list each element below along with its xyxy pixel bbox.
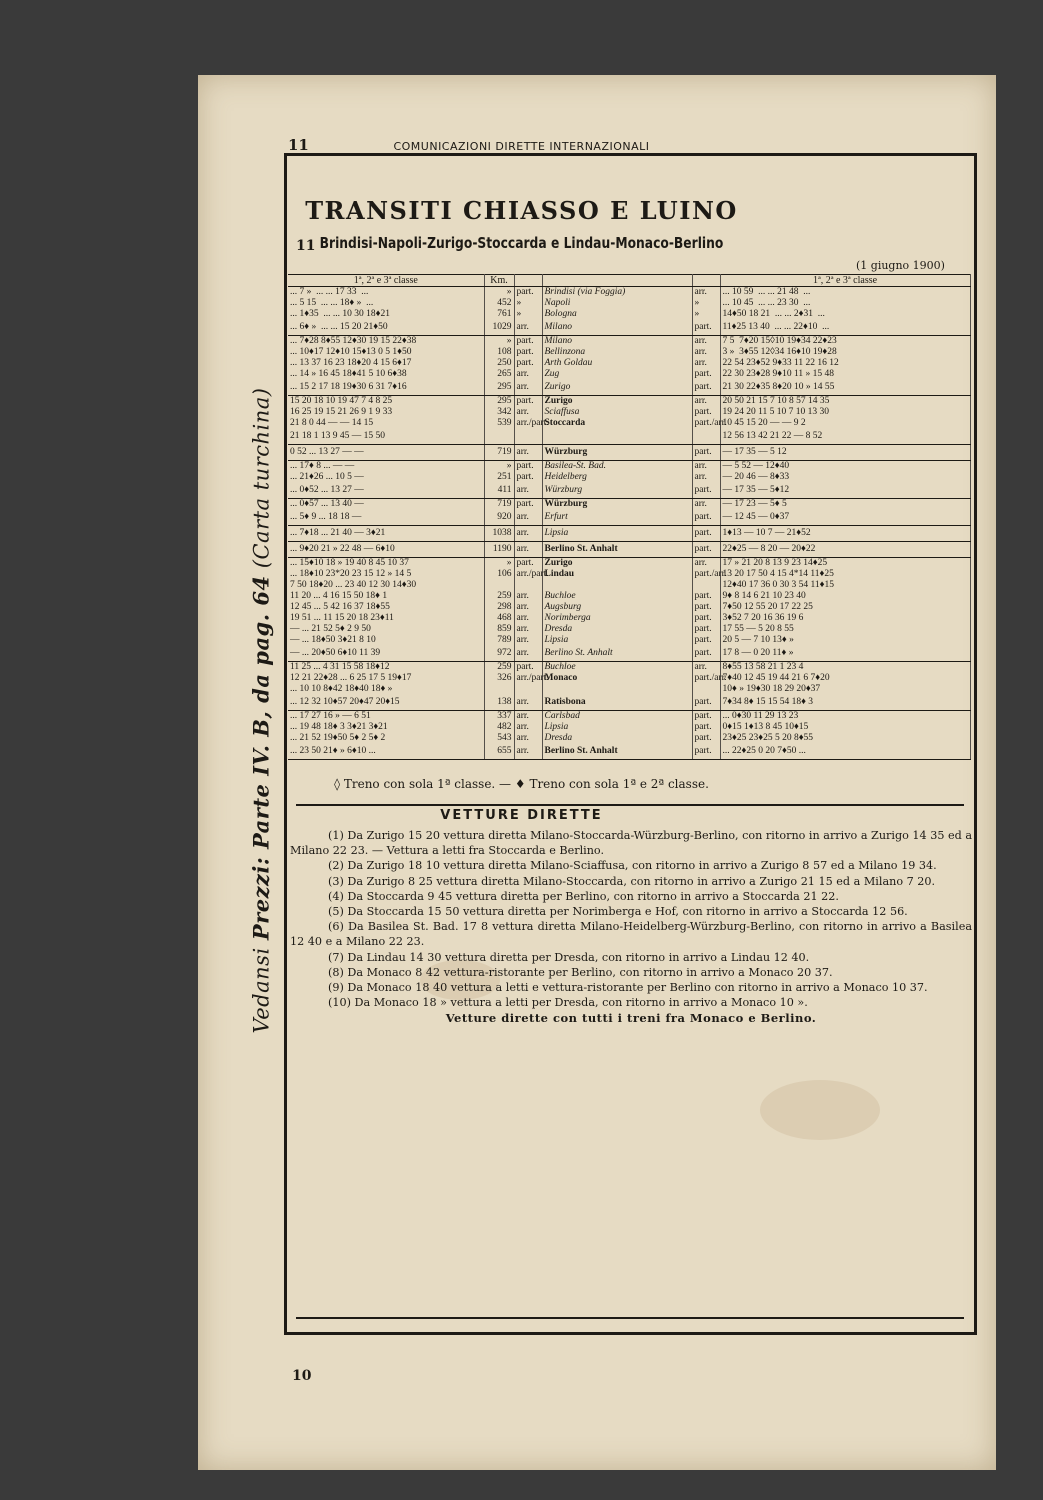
notes <box>290 828 972 1027</box>
row-right-times: 17 8 — 0 20 11♦ » <box>720 646 970 662</box>
note-item: (8) Da Monaco 8 42 vettura-ristorante per Berlino, con ritorno in arrivo a Monaco 20 37. <box>328 965 833 979</box>
row-station: Sciaffusa <box>542 407 692 418</box>
row-left-times: 11 20 ... 4 16 15 50 18♦ 1 <box>288 591 484 602</box>
row-right-times: 7♦40 12 45 19 44 21 6 7♦20 <box>720 673 970 684</box>
row-station: Milano <box>542 320 692 336</box>
row-right-times: 13 20 17 50 4 15 4*14 11♦25 <box>720 569 970 580</box>
row-dir-left: arr. <box>514 602 542 613</box>
table-row <box>288 662 970 674</box>
row-left-times: 15 20 18 10 19 47 7 4 8 25 <box>288 396 484 408</box>
date: (1 giugno 1900) <box>856 259 945 272</box>
col-left-header: 1ª, 2ª e 3ª classe <box>288 275 484 287</box>
table-row <box>288 695 970 711</box>
table-row <box>288 722 970 733</box>
row-right-times: 19 24 20 11 5 10 7 10 13 30 <box>720 407 970 418</box>
table-row <box>288 646 970 662</box>
row-station: Würzburg <box>542 445 692 461</box>
row-left-times: 12 21 22♦28 ... 6 25 17 5 19♦17 <box>288 673 484 684</box>
row-right-times: — 17 35 — 5 12 <box>720 445 970 461</box>
side-text: Vedansi Prezzi: Parte IV. B, da pag. 64 (Carta turchina) <box>248 387 274 1033</box>
row-station: Zug <box>542 369 692 380</box>
row-station: Lipsia <box>542 526 692 542</box>
table-row <box>288 733 970 744</box>
note-item: (9) Da Monaco 18 40 vettura a letti e vettura-ristorante per Berlino con ritorno in arrivo a Monaco 10 37. <box>328 981 928 995</box>
table-row <box>288 429 970 445</box>
row-right-times: 23♦25 23♦25 5 20 8♦55 <box>720 733 970 744</box>
row-right-times: — 17 35 — 5♦12 <box>720 483 970 499</box>
row-left-times: ... 5 15 ... ... 18♦ » ... <box>288 298 484 309</box>
side-text-bold: Prezzi: Parte IV. B, da pag. 64 <box>248 574 274 940</box>
row-dir-right: part. <box>692 744 720 760</box>
row-dir-left: arr. <box>514 320 542 336</box>
row-dir-right: part. <box>692 510 720 526</box>
row-dir-right: part. <box>692 733 720 744</box>
row-km: 259 <box>484 662 514 674</box>
row-dir-left <box>514 684 542 695</box>
row-station: Arth Goldau <box>542 358 692 369</box>
row-dir-right: arr. <box>692 358 720 369</box>
row-station: Stoccarda <box>542 418 692 429</box>
table-row <box>288 499 970 511</box>
row-left-times: 0 52 ... 13 27 — — <box>288 445 484 461</box>
row-dir-left: arr./part. <box>514 418 542 429</box>
row-dir-right: arr. <box>692 662 720 674</box>
row-dir-right: » <box>692 298 720 309</box>
table-row <box>288 396 970 408</box>
row-left-times: ... 15 2 17 18 19♦30 6 31 7♦16 <box>288 380 484 396</box>
row-km: 859 <box>484 624 514 635</box>
table-row <box>288 336 970 348</box>
row-left-times: ... 19 48 18♦ 3 3♦21 3♦21 <box>288 722 484 733</box>
subtitle: Brindisi-Napoli-Zurigo-Stoccarda e Lindau-Monaco-Berlino <box>319 234 724 252</box>
note-item: (5) Da Stoccarda 15 50 vettura diretta per Norimberga e Hof, con ritorno in arrivo a Stoccarda 12 56. <box>328 905 908 919</box>
table-row <box>288 461 970 473</box>
table-row <box>288 569 970 580</box>
row-station: Augsburg <box>542 602 692 613</box>
row-station: Dresda <box>542 624 692 635</box>
row-km: 342 <box>484 407 514 418</box>
row-dir-left: part. <box>514 347 542 358</box>
table-row <box>288 580 970 591</box>
row-right-times: ... 10 45 ... ... 23 30 ... <box>720 298 970 309</box>
row-left-times: 21 18 1 13 9 45 — 15 50 <box>288 429 484 445</box>
row-dir-right: arr. <box>692 461 720 473</box>
note-item: (3) Da Zurigo 8 25 vettura diretta Milano-Stoccarda, con ritorno in arrivo a Zurigo 21 15 ed a Milano 7 20. <box>328 874 936 888</box>
row-station: Basilea-St. Bad. <box>542 461 692 473</box>
row-dir-right: arr. <box>692 336 720 348</box>
row-right-times: 20 50 21 15 7 10 8 57 14 35 <box>720 396 970 408</box>
row-left-times: ... 7 » ... ... 17 33 ... <box>288 287 484 299</box>
row-dir-right <box>692 684 720 695</box>
row-station: Zurigo <box>542 380 692 396</box>
note-item: (7) Da Lindau 14 30 vettura diretta per Dresda, con ritorno in arrivo a Lindau 12 40. <box>328 950 810 964</box>
row-km: 468 <box>484 613 514 624</box>
row-km: 539 <box>484 418 514 429</box>
row-km: » <box>484 287 514 299</box>
row-dir-right: arr. <box>692 287 720 299</box>
page-number-top: 11 <box>288 136 309 154</box>
row-dir-right: arr. <box>692 472 720 483</box>
table-row <box>288 287 970 299</box>
col-right-header: 1ª, 2ª e 3ª classe <box>720 275 970 287</box>
row-dir-right: part. <box>692 711 720 723</box>
row-dir-right: arr. <box>692 499 720 511</box>
row-right-times: ... 10 59 ... ... 21 48 ... <box>720 287 970 299</box>
row-km: 482 <box>484 722 514 733</box>
row-dir-right: part. <box>692 369 720 380</box>
row-left-times: ... 0♦57 ... 13 40 — <box>288 499 484 511</box>
page-number-bottom: 10 <box>292 1368 312 1384</box>
row-km: 920 <box>484 510 514 526</box>
running-head: COMUNICAZIONI DIRETTE INTERNAZIONALI <box>393 140 650 153</box>
row-right-times: 3 » 3♦55 12◊34 16♦10 19♦28 <box>720 347 970 358</box>
row-right-times: 10 45 15 20 — — 9 2 <box>720 418 970 429</box>
row-dir-right: part. <box>692 542 720 558</box>
row-right-times: 7♦34 8♦ 15 15 54 18♦ 3 <box>720 695 970 711</box>
row-left-times: ... 17♦ 8 ... — — <box>288 461 484 473</box>
row-right-times: 8♦55 13 58 21 1 23 4 <box>720 662 970 674</box>
row-dir-left: arr. <box>514 380 542 396</box>
row-station: Milano <box>542 336 692 348</box>
table-row <box>288 445 970 461</box>
table-row <box>288 558 970 570</box>
row-left-times: ... 9♦20 21 » 22 48 — 6♦10 <box>288 542 484 558</box>
row-dir-left: part. <box>514 499 542 511</box>
row-dir-right: part./arr. <box>692 673 720 684</box>
row-left-times: ... 18♦10 23*20 23 15 12 » 14 5 <box>288 569 484 580</box>
row-left-times: ... 15♦10 18 » 19 40 8 45 10 37 <box>288 558 484 570</box>
row-right-times: 17 55 — 5 20 8 55 <box>720 624 970 635</box>
table-row <box>288 526 970 542</box>
section-title: VETTURE DIRETTE <box>440 808 603 823</box>
row-dir-left: arr. <box>514 646 542 662</box>
row-right-times: 3♦52 7 20 16 36 19 6 <box>720 613 970 624</box>
row-km: 1038 <box>484 526 514 542</box>
table-row <box>288 624 970 635</box>
row-dir-left: part. <box>514 461 542 473</box>
row-station: Würzburg <box>542 483 692 499</box>
row-km: 543 <box>484 733 514 744</box>
row-left-times: ... 6♦ » ... ... 15 20 21♦50 <box>288 320 484 336</box>
row-dir-left: arr. <box>514 510 542 526</box>
row-km: » <box>484 336 514 348</box>
row-dir-left: part. <box>514 396 542 408</box>
row-right-times: 0♦15 1♦13 8 45 10♦15 <box>720 722 970 733</box>
table-row <box>288 542 970 558</box>
legend: ◊ Treno con sola 1ª classe. — ♦ Treno con sola 1ª e 2ª classe. <box>334 777 709 791</box>
row-dir-right: part. <box>692 483 720 499</box>
row-right-times: — 20 46 — 8♦33 <box>720 472 970 483</box>
row-km: 452 <box>484 298 514 309</box>
row-station: Zurigo <box>542 396 692 408</box>
table-row <box>288 358 970 369</box>
row-right-times: 22♦25 — 8 20 — 20♦22 <box>720 542 970 558</box>
row-dir-left: arr. <box>514 445 542 461</box>
row-dir-left: arr. <box>514 744 542 760</box>
row-km <box>484 580 514 591</box>
table-row <box>288 684 970 695</box>
table-row <box>288 510 970 526</box>
table-row <box>288 309 970 320</box>
row-km: 1190 <box>484 542 514 558</box>
row-km: 719 <box>484 445 514 461</box>
row-station: Lipsia <box>542 722 692 733</box>
row-station: Norimberga <box>542 613 692 624</box>
row-km: 1029 <box>484 320 514 336</box>
row-km: 655 <box>484 744 514 760</box>
table-row <box>288 711 970 723</box>
row-km: 411 <box>484 483 514 499</box>
row-left-times: ... 7♦28 8♦55 12♦30 19 15 22♦38 <box>288 336 484 348</box>
row-dir-right: part. <box>692 526 720 542</box>
row-km: 789 <box>484 635 514 646</box>
row-station: Bologna <box>542 309 692 320</box>
row-dir-left: arr. <box>514 591 542 602</box>
row-dir-right: arr. <box>692 558 720 570</box>
row-station: Buchloe <box>542 662 692 674</box>
row-dir-left: » <box>514 309 542 320</box>
row-dir-left: arr. <box>514 542 542 558</box>
row-right-times: 1♦13 — 10 7 — 21♦52 <box>720 526 970 542</box>
row-station: Napoli <box>542 298 692 309</box>
row-dir-right: part. <box>692 380 720 396</box>
row-station: Berlino St. Anhalt <box>542 744 692 760</box>
row-station: Dresda <box>542 733 692 744</box>
row-station: Carlsbad <box>542 711 692 723</box>
row-dir-right: arr. <box>692 396 720 408</box>
table-row <box>288 635 970 646</box>
row-left-times: 12 45 ... 5 42 16 37 18♦55 <box>288 602 484 613</box>
table-row <box>288 380 970 396</box>
row-dir-right: arr. <box>692 347 720 358</box>
row-km <box>484 684 514 695</box>
row-station <box>542 684 692 695</box>
row-right-times: 11♦25 13 40 ... ... 22♦10 ... <box>720 320 970 336</box>
row-station: Lindau <box>542 569 692 580</box>
row-km <box>484 429 514 445</box>
table-row <box>288 602 970 613</box>
row-station: Würzburg <box>542 499 692 511</box>
row-station: Brindisi (via Foggia) <box>542 287 692 299</box>
row-km: » <box>484 461 514 473</box>
col-km-header: Km. <box>484 275 514 287</box>
row-right-times: ... 0♦30 11 29 13 23 <box>720 711 970 723</box>
row-dir-right: part. <box>692 635 720 646</box>
note-item: (2) Da Zurigo 18 10 vettura diretta Milano-Sciaffusa, con ritorno in arrivo a Zurigo 8 57 ed a Milano 19 34. <box>328 859 937 873</box>
row-right-times: — 17 23 — 5♦ 5 <box>720 499 970 511</box>
row-km: 259 <box>484 591 514 602</box>
row-dir-right: part. <box>692 613 720 624</box>
row-station: Berlino St. Anhalt <box>542 542 692 558</box>
row-station <box>542 429 692 445</box>
row-right-times: 7 5 7♦20 15◊10 19♦34 22♦23 <box>720 336 970 348</box>
row-station: Ratisbona <box>542 695 692 711</box>
row-right-times: 22 30 23♦28 9♦10 11 » 15 48 <box>720 369 970 380</box>
row-left-times: ... 1♦35 ... ... 10 30 18♦21 <box>288 309 484 320</box>
row-dir-left: part. <box>514 336 542 348</box>
row-right-times: ... 22♦25 0 20 7♦50 ... <box>720 744 970 760</box>
row-left-times: — ... 21 52 5♦ 2 9 50 <box>288 624 484 635</box>
note-final: Vetture dirette con tutti i treni fra Monaco e Berlino. <box>445 1011 817 1026</box>
row-km: 761 <box>484 309 514 320</box>
row-dir-left: arr. <box>514 695 542 711</box>
row-dir-left: part. <box>514 472 542 483</box>
table-row <box>288 483 970 499</box>
row-dir-right: part./arr. <box>692 418 720 429</box>
row-km: 972 <box>484 646 514 662</box>
row-dir-right: part. <box>692 624 720 635</box>
timetable-body <box>288 287 970 760</box>
row-dir-left: arr. <box>514 483 542 499</box>
row-left-times: ... 13 37 16 23 18♦20 4 15 6♦17 <box>288 358 484 369</box>
table-number: 11 <box>296 238 316 254</box>
table-row <box>288 298 970 309</box>
row-km: 251 <box>484 472 514 483</box>
row-km: » <box>484 558 514 570</box>
row-left-times: — ... 18♦50 3♦21 8 10 <box>288 635 484 646</box>
table-row <box>288 407 970 418</box>
row-km: 108 <box>484 347 514 358</box>
row-left-times: ... 21 52 19♦50 5♦ 2 5♦ 2 <box>288 733 484 744</box>
row-dir-left: arr. <box>514 526 542 542</box>
row-right-times: 10♦ » 19♦30 18 29 20♦37 <box>720 684 970 695</box>
row-dir-right: part./arr. <box>692 569 720 580</box>
row-dir-right <box>692 429 720 445</box>
table-row <box>288 418 970 429</box>
row-km: 250 <box>484 358 514 369</box>
row-left-times: ... 5♦ 9 ... 18 18 — <box>288 510 484 526</box>
row-dir-left: part. <box>514 358 542 369</box>
row-dir-left: arr./part. <box>514 673 542 684</box>
table-row <box>288 320 970 336</box>
timetable <box>288 274 971 760</box>
row-dir-right <box>692 580 720 591</box>
row-dir-left: arr. <box>514 624 542 635</box>
row-dir-right: part. <box>692 722 720 733</box>
row-dir-left <box>514 580 542 591</box>
row-dir-right: part. <box>692 445 720 461</box>
row-right-times: 17 » 21 20 8 13 9 23 14♦25 <box>720 558 970 570</box>
row-dir-right: » <box>692 309 720 320</box>
row-left-times: ... 0♦52 ... 13 27 — <box>288 483 484 499</box>
row-left-times: ... 12 32 10♦57 20♦47 20♦15 <box>288 695 484 711</box>
row-station: Monaco <box>542 673 692 684</box>
table-row <box>288 613 970 624</box>
note-item: (10) Da Monaco 18 » vettura a letti per Dresda, con ritorno in arrivo a Monaco 10 ». <box>328 996 808 1010</box>
row-station: Lipsia <box>542 635 692 646</box>
page-title: TRANSITI CHIASSO E LUINO <box>305 196 738 225</box>
row-km: 265 <box>484 369 514 380</box>
row-left-times: 11 25 ... 4 31 15 58 18♦12 <box>288 662 484 674</box>
table-row <box>288 591 970 602</box>
row-left-times: ... 23 50 21♦ » 6♦10 ... <box>288 744 484 760</box>
row-right-times: — 5 52 — 12♦40 <box>720 461 970 473</box>
row-left-times: ... 7♦18 ... 21 40 — 3♦21 <box>288 526 484 542</box>
row-dir-right: part. <box>692 320 720 336</box>
row-station: Buchloe <box>542 591 692 602</box>
row-km: 138 <box>484 695 514 711</box>
row-left-times: 16 25 19 15 21 26 9 1 9 33 <box>288 407 484 418</box>
row-dir-right: part. <box>692 602 720 613</box>
row-km: 337 <box>484 711 514 723</box>
row-right-times: 21 30 22♦35 8♦20 10 » 14 55 <box>720 380 970 396</box>
row-right-times: — 12 45 — 0♦37 <box>720 510 970 526</box>
row-left-times: 21 8 0 44 — — 14 15 <box>288 418 484 429</box>
section-rule <box>296 804 964 806</box>
row-station: Berlino St. Anhalt <box>542 646 692 662</box>
row-dir-left: arr. <box>514 635 542 646</box>
row-station: Bellinzona <box>542 347 692 358</box>
bottom-rule <box>296 1317 964 1319</box>
row-right-times: 9♦ 8 14 6 21 10 23 40 <box>720 591 970 602</box>
side-strip <box>248 250 274 1170</box>
row-left-times: ... 17 27 16 » — 6 51 <box>288 711 484 723</box>
row-left-times: — ... 20♦50 6♦10 11 39 <box>288 646 484 662</box>
row-dir-left: arr. <box>514 733 542 744</box>
row-km: 719 <box>484 499 514 511</box>
row-dir-left: arr./part. <box>514 569 542 580</box>
row-dir-left <box>514 429 542 445</box>
row-dir-right: part. <box>692 407 720 418</box>
row-left-times: ... 10 10 8♦42 18♦40 18♦ » <box>288 684 484 695</box>
table-row <box>288 369 970 380</box>
note-item: (4) Da Stoccarda 9 45 vettura diretta per Berlino, con ritorno in arrivo a Stoccarda 21 22. <box>328 889 839 903</box>
note-item: (1) Da Zurigo 15 20 vettura diretta Milano-Stoccarda-Würzburg-Berlino, con ritorno in arrivo a Zurigo 14 35 ed a Milano 22 23. — Vettura a letti fra Stoccarda e Berlino. <box>290 829 973 858</box>
row-right-times: 7♦50 12 55 20 17 22 25 <box>720 602 970 613</box>
row-left-times: ... 21♦26 ... 10 5 — <box>288 472 484 483</box>
row-dir-left: arr. <box>514 369 542 380</box>
row-dir-right: part. <box>692 695 720 711</box>
row-dir-left: part. <box>514 287 542 299</box>
row-left-times: 19 51 ... 11 15 20 18 23♦11 <box>288 613 484 624</box>
row-dir-right: part. <box>692 591 720 602</box>
table-row <box>288 472 970 483</box>
row-station: Erfurt <box>542 510 692 526</box>
row-dir-left: part. <box>514 662 542 674</box>
row-km: 106 <box>484 569 514 580</box>
row-left-times: 7 50 18♦20 ... 23 40 12 30 14♦30 <box>288 580 484 591</box>
row-dir-left: arr. <box>514 711 542 723</box>
row-km: 298 <box>484 602 514 613</box>
row-right-times: 14♦50 18 21 ... ... 2♦31 ... <box>720 309 970 320</box>
row-left-times: ... 10♦17 12♦10 15♦13 0 5 1♦50 <box>288 347 484 358</box>
row-dir-left: part. <box>514 558 542 570</box>
row-dir-left: arr. <box>514 722 542 733</box>
row-right-times: 12♦40 17 36 0 30 3 54 11♦15 <box>720 580 970 591</box>
row-station: Heidelberg <box>542 472 692 483</box>
row-dir-left: arr. <box>514 613 542 624</box>
row-right-times: 20 5 — 7 10 13♦ » <box>720 635 970 646</box>
row-dir-left: » <box>514 298 542 309</box>
row-left-times: ... 14 » 16 45 18♦41 5 10 6♦38 <box>288 369 484 380</box>
row-dir-left: arr. <box>514 407 542 418</box>
row-station: Zurigo <box>542 558 692 570</box>
row-km: 295 <box>484 380 514 396</box>
row-right-times: 12 56 13 42 21 22 — 8 52 <box>720 429 970 445</box>
row-km: 326 <box>484 673 514 684</box>
note-item: (6) Da Basilea St. Bad. 17 8 vettura diretta Milano-Heidelberg-Würzburg-Berlino, con ritorno in arrivo a Basilea 12 40 e a Milano 22 23. <box>290 920 972 949</box>
row-station <box>542 580 692 591</box>
table-row <box>288 673 970 684</box>
row-dir-right: part. <box>692 646 720 662</box>
table-row <box>288 347 970 358</box>
table-row <box>288 744 970 760</box>
row-right-times: 22 54 23♦52 9♦33 11 22 16 12 <box>720 358 970 369</box>
row-km: 295 <box>484 396 514 408</box>
